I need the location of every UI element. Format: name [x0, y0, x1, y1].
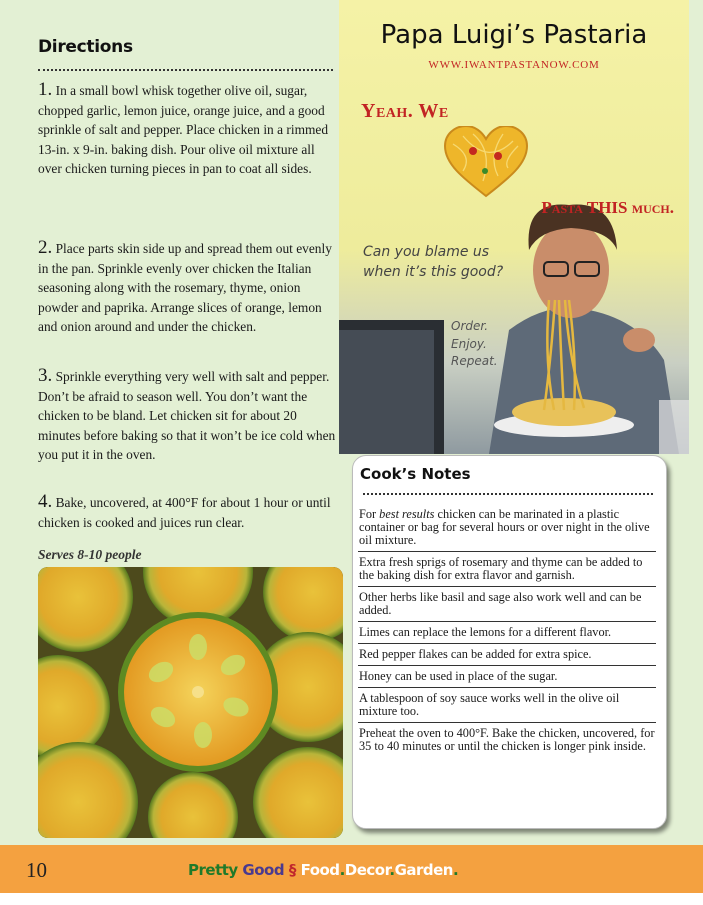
ad-tagline: Can you blame us when it’s this good?: [363, 244, 504, 280]
step-number: 2.: [38, 237, 53, 258]
brand-word-good: Good: [242, 861, 285, 879]
brand-word-decor: Decor: [344, 861, 390, 879]
note-text: For: [359, 507, 380, 521]
cooks-notes-list: [358, 504, 656, 757]
ad-slogan-bottom: Pasta THIS much.: [541, 198, 674, 217]
step-number: 1.: [38, 79, 53, 100]
magazine-brand: [188, 861, 458, 879]
direction-step-3: [38, 366, 338, 465]
note-item: Honey can be used in place of the sugar.: [358, 666, 656, 688]
cooks-notes-box: [352, 455, 667, 829]
note-item: A tablespoon of soy sauce works well in the olive oil mixture too.: [358, 688, 656, 723]
page-footer: [0, 845, 703, 893]
ad-restaurant-name: Papa Luigi’s Pastaria: [380, 20, 648, 50]
citrus-photo: [38, 567, 343, 838]
step-text: Place parts skin side up and spread them out evenly in the pan. Sprinkle evenly over chicken the Italian seasoning along with the rosemary, thyme, onion powder and paprika. Arrange slices of orange, lemon and onion around and under the chicken.: [38, 241, 332, 335]
note-item: Other herbs like basil and sage also work well and can be added.: [358, 587, 656, 622]
note-item: Red pepper flakes can be added for extra spice.: [358, 644, 656, 666]
pasta-heart-icon: [443, 126, 529, 198]
ad-repeat-line: Repeat.: [451, 354, 498, 368]
serves-note: Serves 8-10 people: [38, 547, 142, 562]
note-emphasis: best results: [379, 507, 435, 521]
direction-step-4: [38, 492, 338, 532]
ad-slogan-top: Yeah. We: [361, 100, 449, 122]
direction-step-2: [38, 238, 338, 337]
ad-order-enjoy-repeat: [451, 318, 498, 371]
note-item: Limes can replace the lemons for a different flavor.: [358, 622, 656, 644]
step-text: Bake, uncovered, at 400°F for about 1 hour or until chicken is cooked and juices run clear.: [38, 495, 331, 530]
note-item: Extra fresh sprigs of rosemary and thyme can be added to the baking dish for extra flavor and garnish.: [358, 552, 656, 587]
brand-word-food: Food: [300, 861, 340, 879]
ad-enjoy-line: Enjoy.: [451, 336, 487, 351]
step-text: Sprinkle everything very well with salt and pepper. Don’t be afraid to season well. You don’t want the chicken to be bland. Let chicken sit for about 20 minutes before baking so that it won’t be ice cold when you put it in the oven.: [38, 369, 336, 463]
brand-dot: .: [452, 861, 459, 879]
directions-dotted-divider: [38, 69, 333, 71]
brand-dot: .: [389, 861, 395, 879]
cooks-notes-heading: Cook’s Notes: [360, 465, 471, 483]
brand-word-pretty: Pretty: [188, 861, 238, 879]
ad-website-link[interactable]: WWW.IWANTPASTANOW.COM: [428, 59, 600, 71]
step-number: 3.: [38, 365, 53, 386]
bottom-margin: [0, 893, 703, 905]
step-number: 4.: [38, 491, 53, 512]
direction-step-1: [38, 80, 338, 179]
page-number: 10: [26, 858, 47, 882]
step-text: In a small bowl whisk together olive oil, sugar, chopped garlic, lemon juice, orange juice, and a good sprinkle of salt and pepper. Place chicken in a rimmed 13-in. x 9-in. baking dish. Pour olive oil mixture all over chicken turning pieces in pan to coat all sides.: [38, 83, 329, 177]
note-item: Preheat the oven to 400°F. Bake the chicken, uncovered, for 35 to 40 minutes or until the chicken is longer pink inside.: [359, 726, 655, 753]
brand-section-mark: §: [288, 861, 296, 879]
pastaria-advertisement: [339, 0, 689, 454]
brand-word-garden: Garden: [394, 861, 453, 879]
cooks-notes-dotted-divider: [363, 493, 653, 495]
brand-dot: .: [339, 861, 345, 879]
directions-heading: Directions: [38, 37, 133, 57]
note-item: [358, 504, 656, 552]
note-text: chicken can be marinated in a plastic container or bag for several hours or over night in the olive oil mixture.: [359, 507, 650, 547]
ad-order-line: Order.: [451, 319, 489, 333]
